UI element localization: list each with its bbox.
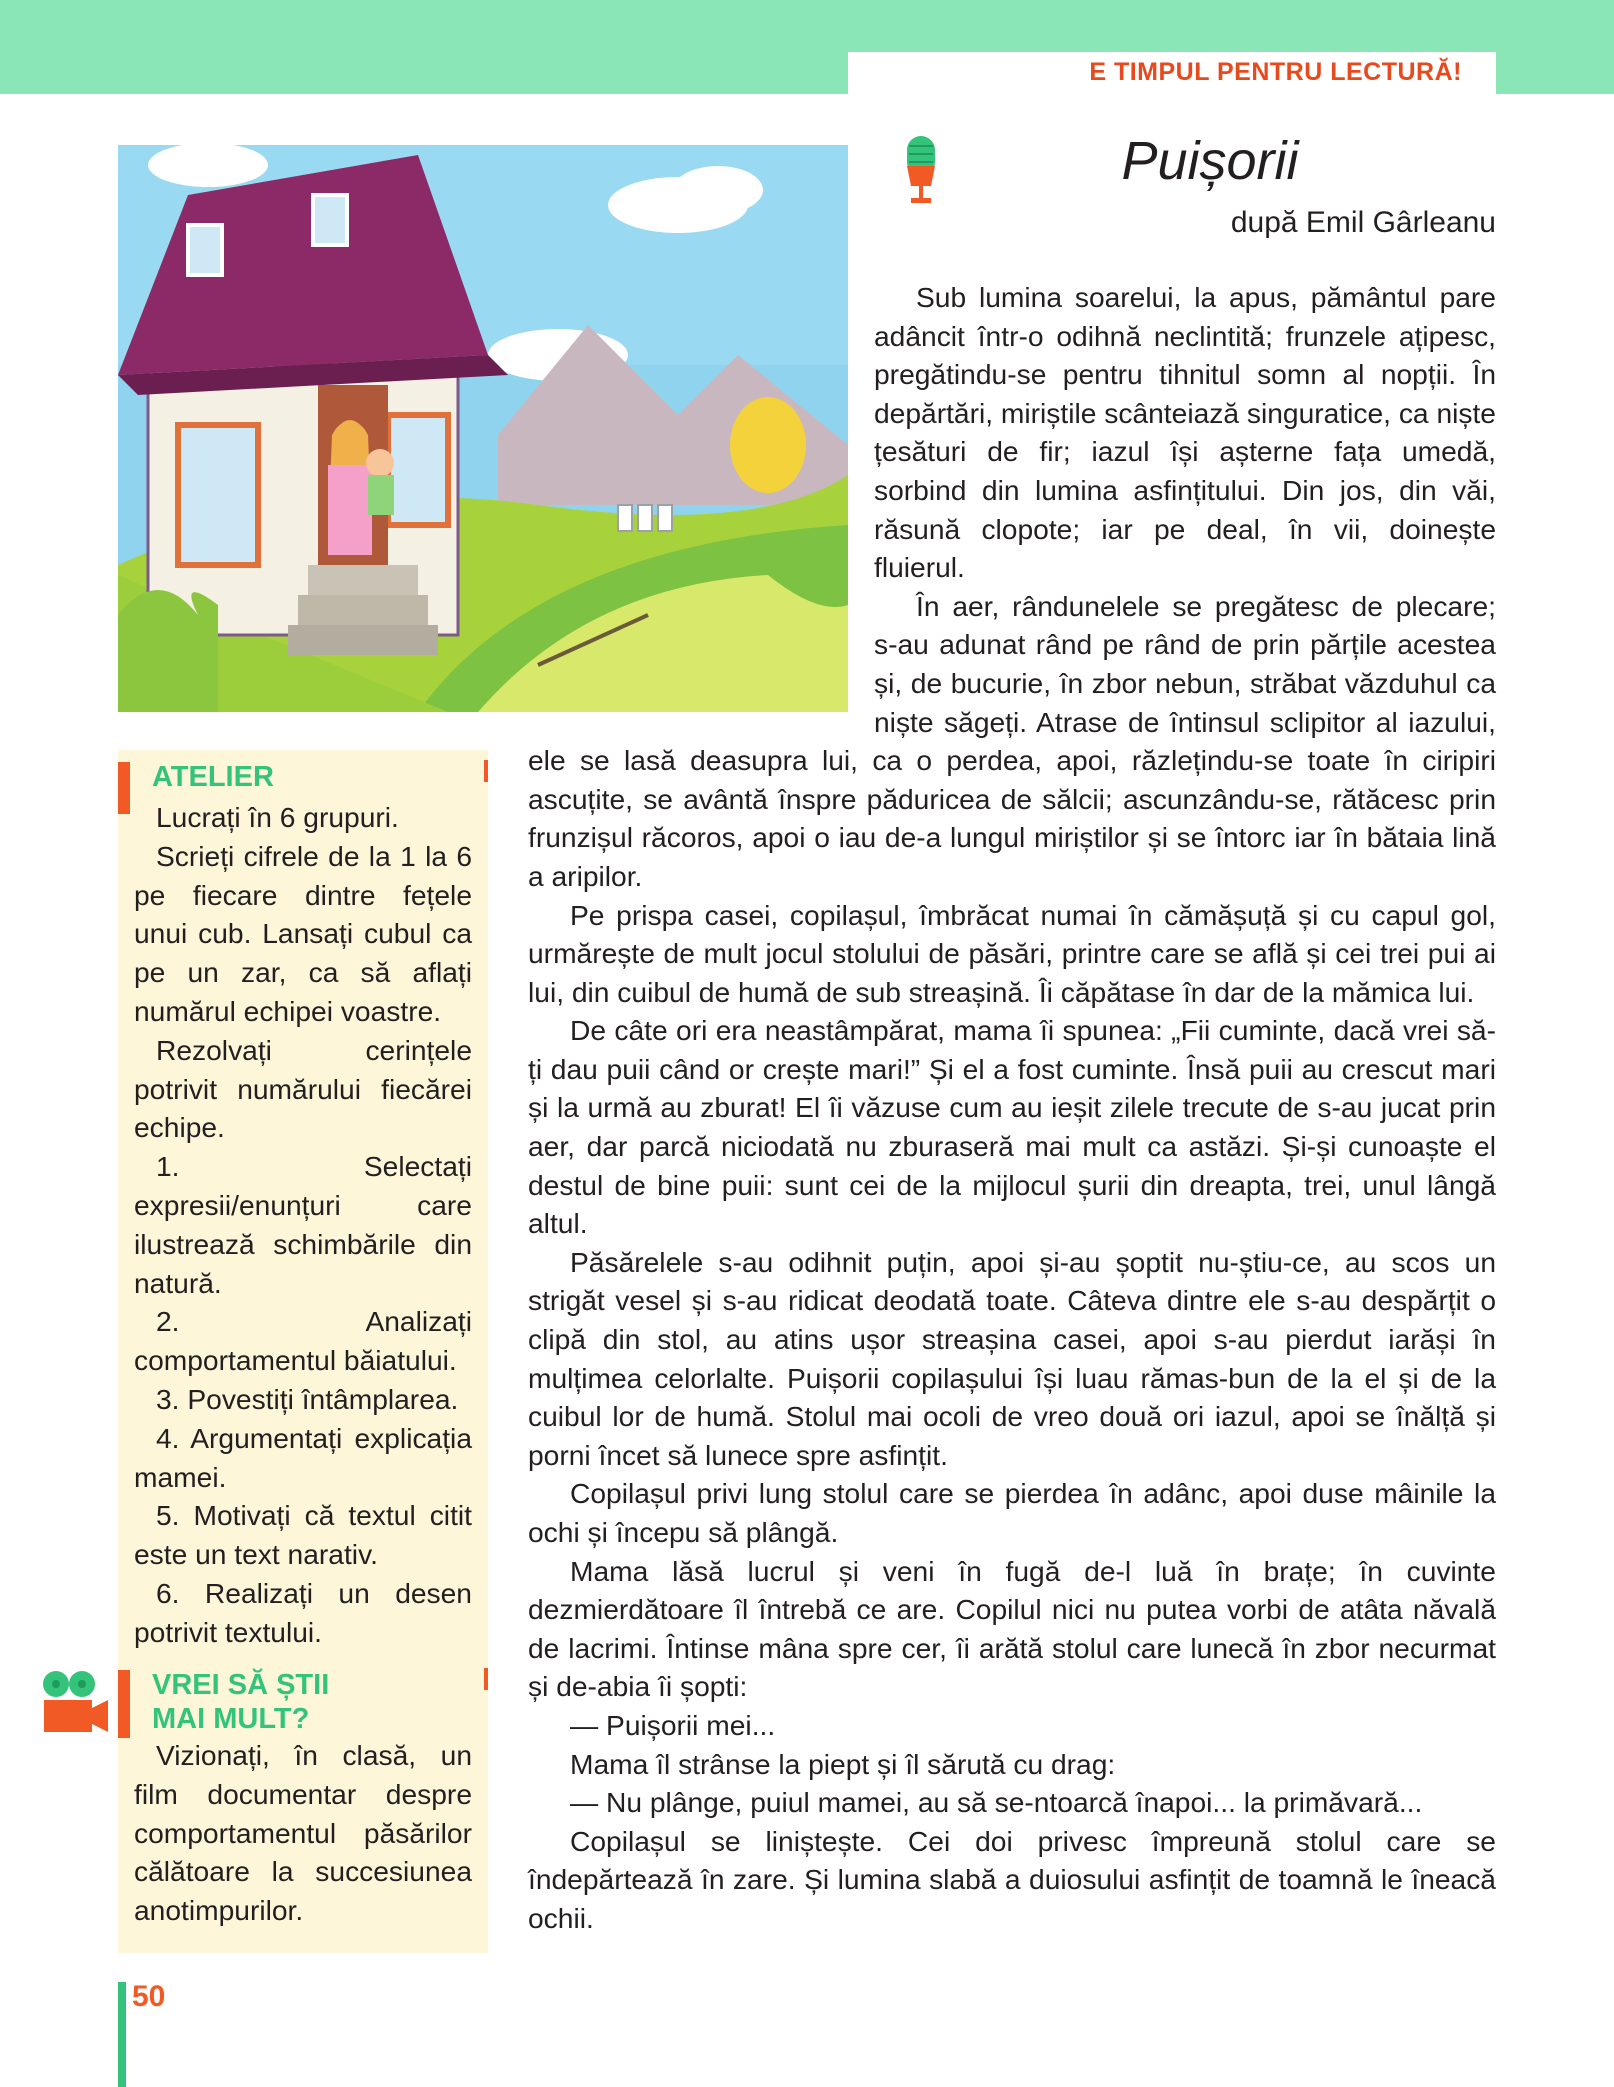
more-info-heading: [134, 1668, 472, 1736]
story-paragraph: Sub lumina soarelui, la apus, pământul pare adâncit într-o odihnă neclintită; frunzele ațipesc, pregătindu-se pentru tihnitul somn al nopții. În depărtări, miriștile scânteiază singuratice, ca niște țesături de fir; iazul își așterne fața umedă, sorbind din lumina asfințitului. Din jos, din văi, răsună clopote; iar pe deal, în vii, doinește fluierul.: [874, 281, 1496, 584]
story-paragraph: Copilașul privi lung stolul care se pierdea în adânc, apoi duse mâinile la ochi și începu să plângă.: [528, 1477, 1496, 1548]
atelier-list: [134, 798, 472, 1652]
story-paragraph: Mama îl strânse la piept și îl sărută cu drag:: [570, 1747, 1116, 1780]
atelier-item: 2. Analizați comportamentul băiatului.: [134, 1305, 472, 1377]
atelier-item: 5. Motivați că textul citit este un text narativ.: [134, 1499, 472, 1571]
header-tab: [848, 52, 1496, 98]
story-paragraph: Pe prispa casei, copilașul, îmbrăcat numai în cămășuță și cu capul gol, urmărește de mult jocul stolului de păsări, printre care se află și cei trei pui ai lui, din cuibul de humă de sub streașină. Îi căpătase în dar de la mămica lui.: [528, 898, 1496, 1008]
story-paragraph: Copilașul se liniștește. Cei doi privesc împreună stolul care se îndepărtează în zare. Și lumina slabă a duiosului asfințit de toamnă le îneacă ochii.: [528, 1824, 1496, 1934]
story-paragraph: Mama lăsă lucrul și veni în fugă de-l luă în brațe; în cuvinte dezmierdătoare îl întrebă ce are. Copilul nici nu putea vorbi de atâta năvală de lacrimi. Întinse mâna spre cer, îi arătă stolul care lunecă în zbor necurmat și de-abia îi șopti:: [528, 1554, 1496, 1703]
atelier-item: 3. Povestiți întâmplarea.: [156, 1382, 459, 1415]
film-camera-icon: [38, 1670, 110, 1741]
atelier-item: 6. Realizați un desen potrivit textului.: [134, 1576, 472, 1648]
story-paragraph: În aer, rândunelele se pregătesc de plecare; s-au adunat rând pe rând de prin părțile acestea și, de bucurie, în zbor nebun, străbat văzduhul ca niște săgeți. Atrase de întinsul sclipitor al iazului, ele se lasă deasupra lui, ca o perdea, apoi, răzlețindu-se toate în ciripiri ascuțite, se avântă înspre păduricea de sălcii; ascunzându-se, rătăcesc prin frunzișul răcoros, apoi o iau de-a lungul miriștilor și se întorc iar în bătaia lină a aripilor.: [528, 589, 1496, 892]
more-heading-line2: MAI MULT?: [152, 1703, 310, 1735]
atelier-item: Rezolvați cerințele potrivit numărului fiecărei echipe.: [134, 1033, 472, 1144]
story-dialogue: — Nu plânge, puiul mamei, au să se-ntoarcă înapoi... la primăvară...: [570, 1786, 1423, 1819]
more-info-text: [134, 1736, 472, 1930]
section-title: E TIMPUL PENTRU LECTURĂ!: [1089, 58, 1462, 86]
atelier-item: 4. Argumentați explicația mamei.: [134, 1421, 472, 1493]
page-number-bar: [118, 1982, 126, 2087]
atelier-item: Lucrați în 6 grupuri.: [156, 801, 399, 833]
atelier-heading: [134, 760, 472, 794]
story-title: Puișorii: [1121, 131, 1299, 191]
story-paragraph: Păsărelele s-au odihnit puțin, apoi și-au șoptit nu-știu-ce, au scos un strigăt vesel și s-au ridicat deodată toate. Câteva dintre ele s-au despărțit o clipă din stol, au atins ușor streașina casei, apoi s-au pierdut iarăși în mulțimea celorlalte. Puișorii copilașului își luau rămas-bun de la el și de la cuibul lor de humă. Stolul mai ocoli de vreo două ori iazul, apoi se înălță și porni încet să lunece spre asfințit.: [528, 1245, 1496, 1471]
microphone-icon: [903, 136, 939, 213]
atelier-item: 1. Selectați expresii/enunțuri care ilustrează schimbările din natură.: [134, 1150, 472, 1299]
page-number: 50: [132, 1980, 166, 2013]
story-paragraph: De câte ori era neastâmpărat, mama îi spunea: „Fii cuminte, dacă vrei să-ți dau puii când or crește mari!” Și el a fost cuminte. Însă puii au crescut mari și la urmă au zburat! El îi văzuse cum au ieșit zilele trecute de s-au jucat prin aer, dar parcă niciodată nu zburaseră mai mult ca astăzi. Și-și cunoaște el destul de bine puii: sunt cei de la mijlocul șurii din dreapta, trei, unul lângă altul.: [528, 1014, 1496, 1240]
story-author: după Emil Gârleanu: [1230, 206, 1496, 239]
activity-sidebar: [118, 750, 488, 1953]
more-heading-line1: VREI SĂ ȘTII: [152, 1669, 330, 1701]
story-dialogue: — Puișorii mei...: [570, 1708, 776, 1741]
atelier-item: Scrieți cifrele de la 1 la 6 pe fiecare dintre fețele unui cub. Lansați cubul ca pe un zar, ca să aflați numărul echipei voastre.: [134, 839, 472, 1027]
more-paragraph: Vizionați, în clasă, un film documentar despre comportamentul păsărilor călătoare la succesiunea anotimpurilor.: [134, 1739, 472, 1927]
atelier-heading-text: ATELIER: [152, 761, 274, 793]
story-text: [528, 278, 1496, 1938]
